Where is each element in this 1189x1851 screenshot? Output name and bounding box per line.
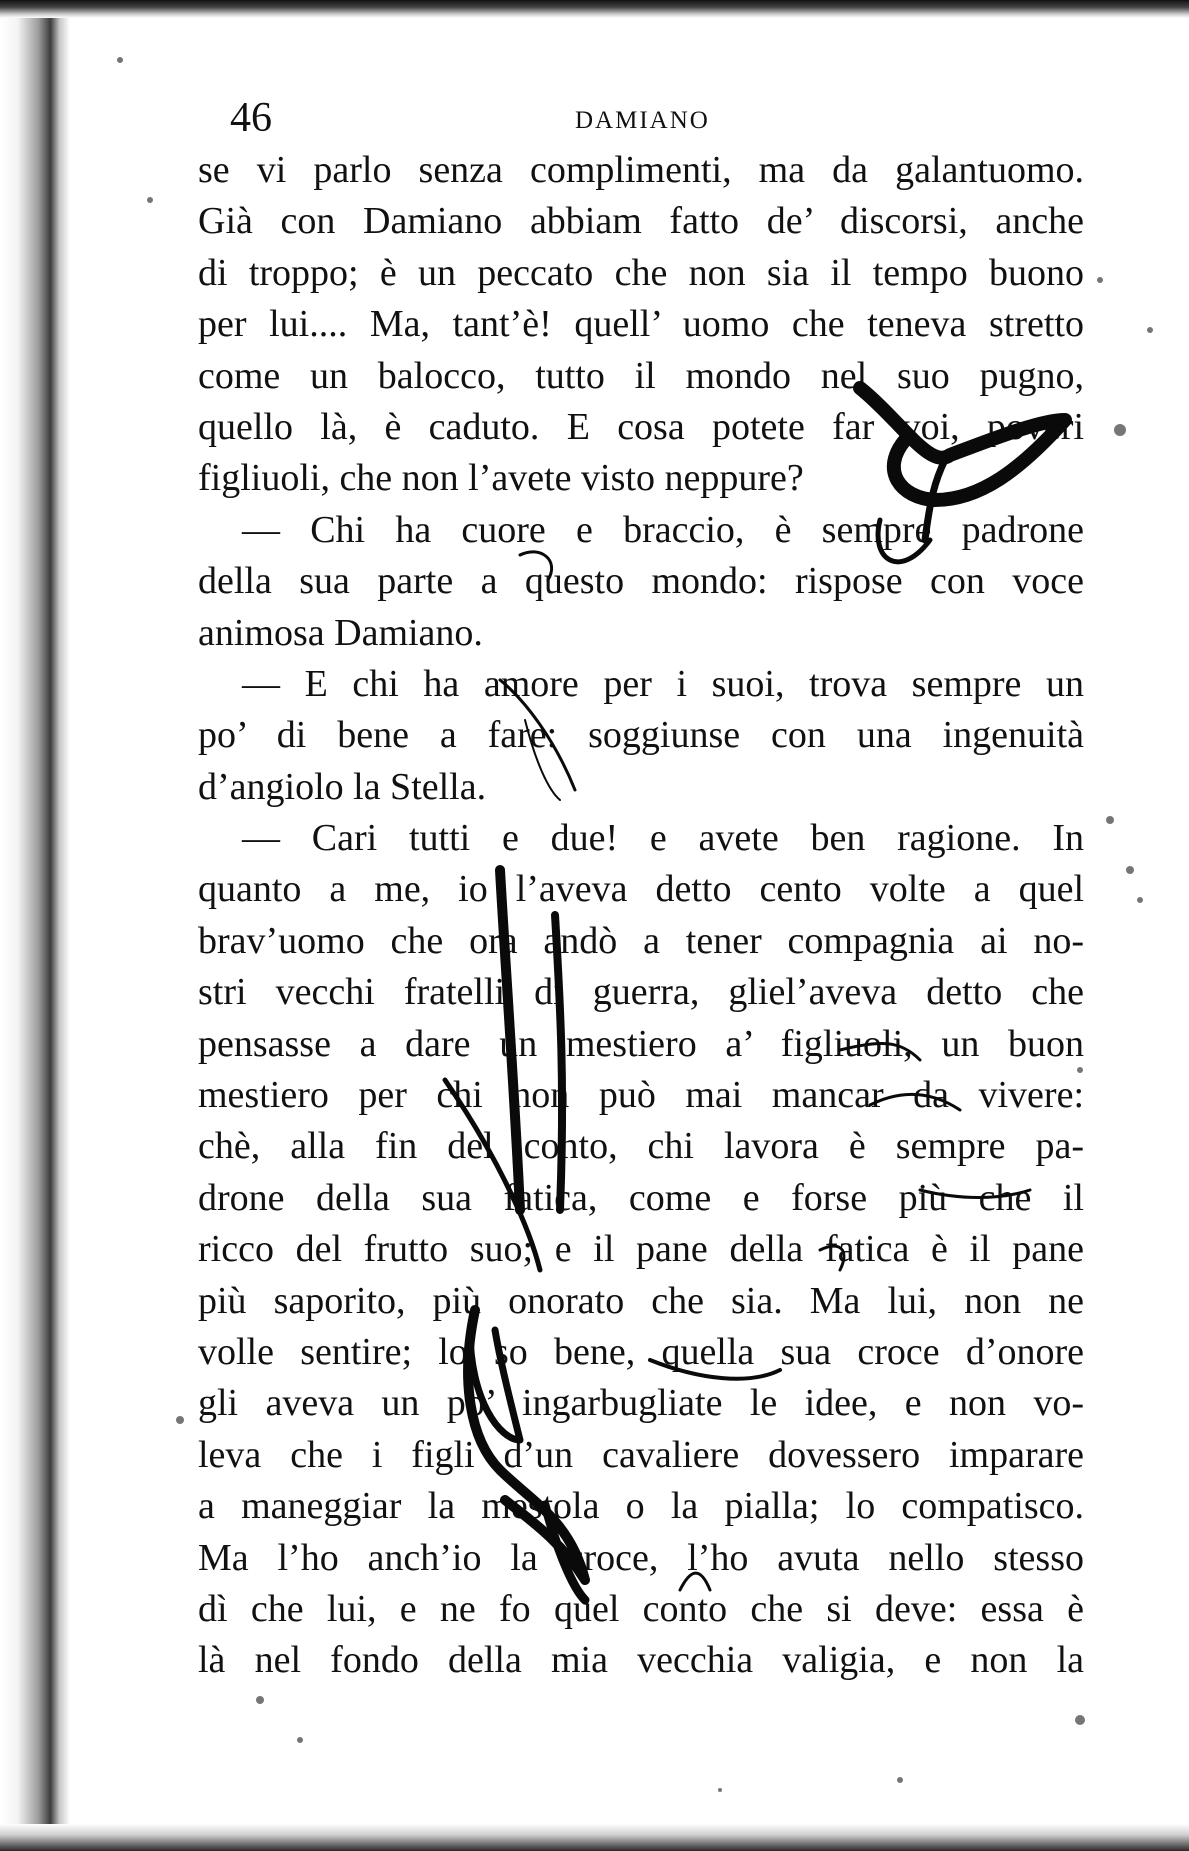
speck	[718, 1788, 722, 1792]
text-line: pensasse a dare un mestiero a’ figliuoli, un buon	[198, 1022, 1084, 1065]
speck	[147, 197, 153, 203]
speck	[1097, 277, 1103, 283]
speck	[1126, 866, 1134, 874]
text-line: chè, alla fin del conto, chi lavora è sempre pa-	[198, 1125, 1084, 1168]
text-line: — Chi ha cuore e braccio, è sempre padrone	[242, 508, 1084, 551]
speck	[117, 57, 123, 63]
speck	[297, 1737, 303, 1743]
page-binding-shadow	[0, 0, 70, 1851]
body-text	[198, 145, 1084, 1687]
text-line: drone della sua fatica, come e forse più che il	[198, 1176, 1084, 1219]
text-line: quello là, è caduto. E cosa potete far voi, poveri	[198, 405, 1084, 448]
text-line: — Cari tutti e due! e avete ben ragione. In	[242, 817, 1084, 860]
text-line: gli aveva un po’ ingarbugliate le idee, e non vo-	[198, 1382, 1084, 1425]
page-bottom-edge	[0, 1824, 1189, 1851]
text-line: più saporito, più onorato che sia. Ma lui, non ne	[198, 1279, 1084, 1322]
text-line: po’ di bene a fare: soggiunse con una ingenuità	[198, 714, 1084, 757]
text-line: figliuoli, che non l’avete visto neppure?	[198, 457, 804, 500]
text-line: d’angiolo la Stella.	[198, 765, 487, 808]
text-line: brav’uomo che ora andò a tener compagnia ai no-	[198, 919, 1084, 962]
page-number: 46	[230, 95, 272, 141]
text-line: — E chi ha amore per i suoi, trova sempre un	[242, 662, 1084, 705]
running-title: DAMIANO	[575, 107, 710, 134]
text-line: leva che i figli d’un cavaliere dovessero imparare	[198, 1433, 1084, 1476]
text-line: ricco del frutto suo; e il pane della fatica è il pane	[198, 1228, 1084, 1271]
speck	[1075, 1715, 1085, 1725]
speck	[176, 1416, 184, 1424]
text-line: Ma l’ho anch’io la croce, l’ho avuta nello stesso	[198, 1536, 1084, 1579]
text-line: là nel fondo della mia vecchia valigia, e non la	[198, 1639, 1084, 1682]
speck	[897, 1777, 903, 1783]
text-line: mestiero per chi non può mai mancar da vivere:	[198, 1074, 1084, 1117]
text-line: di troppo; è un peccato che non sia il tempo buono	[198, 251, 1084, 294]
text-line: a maneggiar la mestola o la pialla; lo compatisco.	[198, 1485, 1084, 1528]
text-line: se vi parlo senza complimenti, ma da galantuomo.	[198, 149, 1084, 191]
page-header	[230, 95, 1090, 141]
text-line: stri vecchi fratelli di guerra, gliel’aveva detto che	[198, 971, 1084, 1014]
page-top-edge	[0, 0, 1189, 18]
text-line: per lui.... Ma, tant’è! quell’ uomo che teneva stretto	[198, 303, 1084, 346]
text-line: dì che lui, e ne fo quel conto che si deve: essa è	[198, 1587, 1084, 1630]
text-line: della sua parte a questo mondo: rispose con voce	[198, 560, 1084, 603]
speck	[1147, 327, 1153, 333]
text-line: animosa Damiano.	[198, 611, 483, 654]
speck	[1114, 424, 1126, 436]
speck	[256, 1696, 264, 1704]
speck	[1137, 897, 1143, 903]
text-line: Già con Damiano abbiam fatto de’ discorsi, anche	[198, 200, 1084, 243]
text-line: come un balocco, tutto il mondo nel suo pugno,	[198, 354, 1084, 397]
speck	[1106, 816, 1114, 824]
text-line: quanto a me, io l’aveva detto cento volte a quel	[198, 868, 1084, 911]
text-line: volle sentire; lo so bene, quella sua croce d’onore	[198, 1330, 1084, 1373]
